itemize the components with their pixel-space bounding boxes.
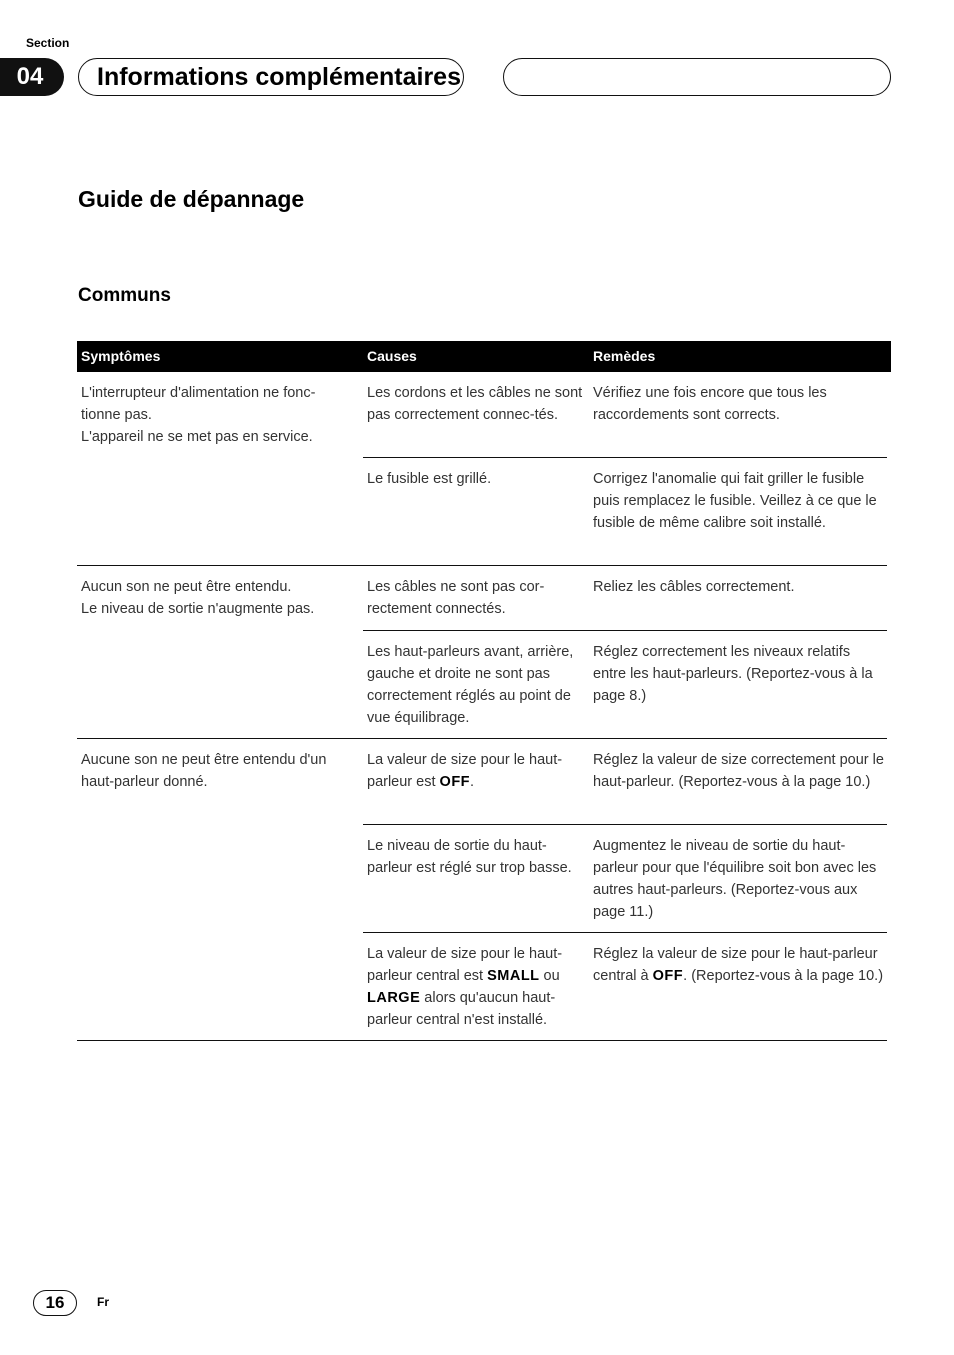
remedy-cell — [593, 943, 885, 987]
table-row — [363, 825, 887, 933]
table-row — [363, 566, 887, 631]
table-row-group — [77, 372, 887, 566]
cause-text: alors qu'aucun haut-parleur central n'est installé. — [367, 990, 556, 1028]
keyword-small: SMALL — [487, 968, 540, 984]
table-row — [363, 372, 887, 458]
chapter-title: Informations complémentaires — [78, 58, 464, 96]
cause-cell: Le fusible est grillé. — [367, 471, 492, 487]
remedy-cell: Réglez correctement les niveaux relatifs entre les haut-parleurs. (Reportez-vous à la page 8.) — [593, 644, 873, 704]
symptom-line: L'appareil ne se met pas en service. — [81, 429, 313, 445]
column-header-symptoms: Symptômes — [81, 348, 161, 364]
table-row — [363, 739, 887, 825]
symptom-line: Aucun son ne peut être entendu. — [81, 579, 292, 595]
table-row-group — [77, 739, 887, 1041]
remedy-cell: Vérifiez une fois encore que tous les raccordements sont corrects. — [593, 385, 827, 423]
cause-text: . — [470, 774, 475, 790]
cause-text: La valeur de size pour le haut-parleur central est — [367, 946, 563, 984]
cause-text: ou — [539, 968, 560, 984]
subsection-heading: Communs — [78, 285, 171, 306]
keyword-large: LARGE — [367, 990, 421, 1006]
remedy-text: . (Reportez-vous à la page 10.) — [683, 968, 884, 984]
section-number-badge: 04 — [0, 58, 64, 96]
section-label: Section — [26, 36, 70, 50]
page-heading: Guide de dépannage — [78, 186, 305, 212]
table-row — [363, 933, 887, 1040]
cause-cell: Les haut-parleurs avant, arrière, gauche et droite ne sont pas correctement réglés au point de vue équilibrage. — [367, 644, 574, 726]
empty-header-box — [503, 58, 891, 96]
cause-cell — [367, 943, 589, 1031]
remedy-cell: Augmentez le niveau de sortie du haut-parleur pour que l'équilibre soit bon avec les autres haut-parleurs. (Reportez-vous aux page 11.) — [593, 838, 877, 920]
symptom-line: haut-parleur donné. — [81, 774, 208, 790]
symptom-line: tionne pas. — [81, 407, 152, 423]
language-code: Fr — [97, 1295, 109, 1309]
keyword-off: OFF — [439, 774, 471, 790]
page-number: 16 — [33, 1290, 77, 1316]
keyword-off: OFF — [652, 968, 684, 984]
remedy-cell: Corrigez l'anomalie qui fait griller le fusible puis remplacez le fusible. Veillez à ce que le fusible de même calibre soit installé. — [593, 471, 877, 531]
cause-text: La valeur de size pour le haut-parleur est — [367, 752, 563, 790]
cause-cell: Le niveau de sortie du haut-parleur est réglé sur trop basse. — [367, 838, 572, 876]
column-header-causes: Causes — [367, 348, 417, 364]
symptom-line: L'interrupteur d'alimentation ne fonc- — [81, 385, 316, 401]
table-header — [77, 341, 891, 372]
symptom-cell — [81, 576, 356, 620]
cause-cell: Les cordons et les câbles ne sont pas correctement connec-tés. — [367, 385, 583, 423]
table-row — [363, 631, 887, 738]
remedy-cell: Reliez les câbles correctement. — [593, 579, 795, 595]
symptom-cell — [81, 382, 356, 448]
symptom-cell — [81, 749, 356, 793]
symptom-line: Le niveau de sortie n'augmente pas. — [81, 601, 315, 617]
cause-cell: Les câbles ne sont pas cor-rectement connectés. — [367, 579, 545, 617]
troubleshooting-table — [77, 341, 891, 1041]
symptom-line: Aucune son ne peut être entendu d'un — [81, 752, 327, 768]
table-row — [363, 458, 887, 565]
remedy-text: Réglez la valeur de size pour le haut-parleur central à — [593, 946, 878, 984]
column-header-remedies: Remèdes — [593, 348, 656, 364]
table-row-group — [77, 566, 887, 739]
remedy-cell: Réglez la valeur de size correctement pour le haut-parleur. (Reportez-vous à la page 10.) — [593, 752, 884, 790]
cause-cell — [367, 749, 589, 793]
